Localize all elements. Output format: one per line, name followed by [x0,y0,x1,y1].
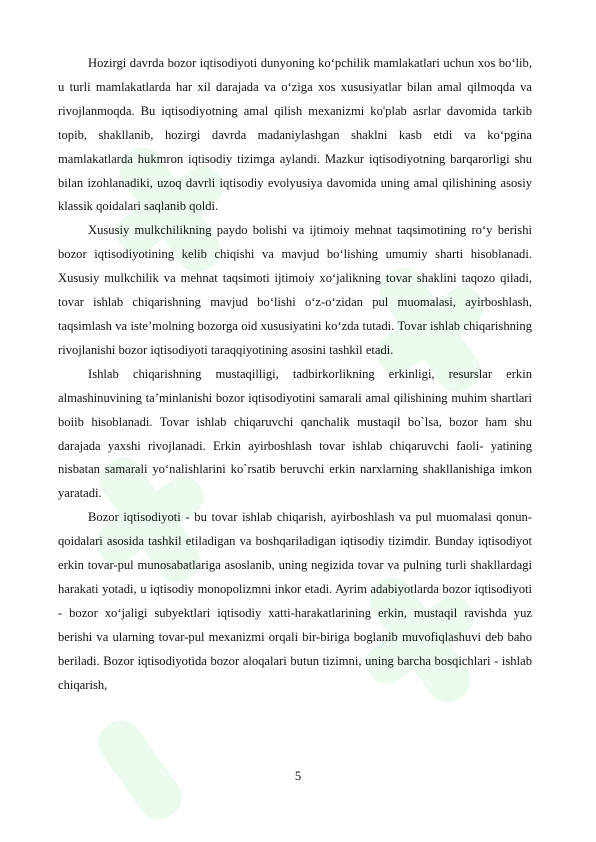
paragraph-4: Bozor iqtisodiyoti - bu tovar ishlab chiqarish, ayirboshlash va pul muomalasi qonun-qoidalari asosida tashkil etiladigan va boshqariladigan iqtisodiy tizimdir. Bunday iqtisodiyot erkin tovar-pul munosabatlariga asoslanib, uning negizida tovar va pulning turli shakllardagi harakati yotadi, u iqtisodiy monopolizmni inkor etadi. Ayrim adabiyotlarda bozor iqtisodiyoti - bozor xo‘jaligi subyektlari iqtisodiy xatti-harakatlarining erkin, mustaqil ravishda yuz berishi va ularning tovar-pul mexanizmi orqali bir-biriga boglanib muvofiqlashuvi deb baho beriladi. Bozor iqtisodiyotida bozor aloqalari butun tizimni, uning barcha bosqichlari - ishlab chiqarish, [58,510,532,692]
paragraph-1: Hozirgi davrda bozor iqtisodiyoti dunyoning ko‘pchilik mamlakatlari uchun xos bo‘lib, u turli mamlakatlarda har xil darajada va o‘ziga xos xususiyatlar bilan amal qilmoqda va rivojlanmoqda. Bu iqtisodiyotning amal qilish mexanizmi ko'plab asrlar davomida tarkib topib, shakllanib, hozirgi davrda madaniylashgan shaklni kasb etdi va ko‘pgina mamlakatlarda hukmron iqtisodiy tizimga aylandi. Mazkur iqtisodiyotning barqarorligi shu bilan izohlanadiki, uzoq davrli iqtisodiy evolyusiya davomida uning amal qilishining asosiy klassik qoidalari saqlanib qoldi. [58,56,532,214]
page-number: 5 [294,769,302,783]
paragraph-2: Xususiy mulkchilikning paydo bolishi va ijtimoiy mehnat taqsimotining ro‘y berishi bozor iqtisodiyotining kelib chiqishi va mavjud bo‘lishing umumiy sharti hisoblanadi. Xususiy mulkchilik va mehnat taqsimoti ijtimoiy xo‘jalikning tovar shaklini taqozo qiladi, tovar ishlab chiqarishning mavjud bo‘lishi o‘z-o‘zidan pul muomalasi, ayirboshlash, taqsimlash va iste’molning bozorga oid xususiyatini ko‘zda tutadi. Tovar ishlab chiqarishning rivojlanishi bozor iqtisodiyoti taraqqiyotining asosini tashkil etadi. [58,223,532,357]
paragraph-3: Ishlab chiqarishning mustaqilligi, tadbirkorlikning erkinligi, resurslar erkin almashinuvining ta’minlanishi bozor iqtisodiyotini samarali amal qilishining muhim shartlari boiib hisoblanadi. Tovar ishlab chiqaruvchi qanchalik mustaqil bo`lsa, bozor ham shu darajada yaxshi rivojlanadi. Erkin ayirboshlash tovar ishlab chiqaruvchi faoli- yatining nisbatan samarali yo‘nalishlarini ko`rsatib beruvchi erkin narxlarning shakllanishiga imkon yaratadi. [58,366,532,501]
document-body [58,52,532,697]
